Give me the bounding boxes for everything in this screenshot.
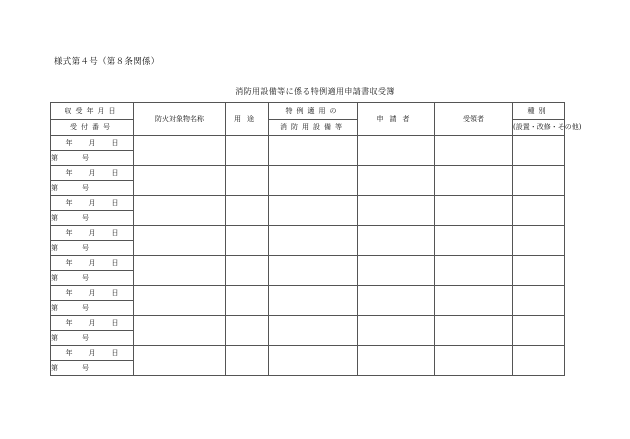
- usage-cell[interactable]: [226, 226, 269, 256]
- number-prefix-label: 第: [51, 274, 58, 282]
- facility-name-cell[interactable]: [134, 346, 226, 376]
- day-label: 日: [111, 349, 119, 357]
- header-category: 種別: [513, 103, 565, 120]
- reception-number-cell[interactable]: [51, 151, 134, 166]
- receiver-cell[interactable]: [435, 226, 513, 256]
- number-suffix-label: 号: [82, 214, 89, 222]
- category-cell[interactable]: [513, 136, 565, 166]
- document-title: 消防用設備等に係る特例適用申請書収受簿: [235, 87, 395, 96]
- header-category-note: (設置・改修・その他): [513, 119, 565, 136]
- receipt-date-cell[interactable]: [51, 136, 134, 151]
- number-prefix-label: 第: [51, 184, 58, 192]
- month-label: 月: [88, 199, 96, 207]
- day-label: 日: [111, 229, 119, 237]
- receiver-cell[interactable]: [435, 286, 513, 316]
- applicant-cell[interactable]: [358, 286, 435, 316]
- receiver-cell[interactable]: [435, 316, 513, 346]
- reception-number-cell[interactable]: [51, 211, 134, 226]
- usage-cell[interactable]: [226, 316, 269, 346]
- month-label: 月: [88, 289, 96, 297]
- header-receiver: 受領者: [435, 103, 513, 136]
- usage-cell[interactable]: [226, 166, 269, 196]
- year-label: 年: [65, 169, 73, 177]
- facility-name-cell[interactable]: [134, 166, 226, 196]
- number-prefix-label: 第: [51, 334, 58, 342]
- register-entry-date-row: [51, 136, 565, 151]
- day-label: 日: [111, 199, 119, 207]
- applicant-cell[interactable]: [358, 346, 435, 376]
- register-entry-date-row: [51, 166, 565, 181]
- number-suffix-label: 号: [82, 304, 89, 312]
- header-facility-name: 防火対象物名称: [134, 103, 226, 136]
- receiver-cell[interactable]: [435, 196, 513, 226]
- facility-name-cell[interactable]: [134, 256, 226, 286]
- number-suffix-label: 号: [82, 154, 89, 162]
- year-label: 年: [65, 199, 73, 207]
- reception-number-cell[interactable]: [51, 331, 134, 346]
- applicant-cell[interactable]: [358, 196, 435, 226]
- number-suffix-label: 号: [82, 274, 89, 282]
- form-number: 様式第４号（第８条関係）: [54, 57, 160, 67]
- receiver-cell[interactable]: [435, 346, 513, 376]
- usage-cell[interactable]: [226, 256, 269, 286]
- applicant-cell[interactable]: [358, 226, 435, 256]
- number-suffix-label: 号: [82, 364, 89, 372]
- header-receipt-date: 収受年月日: [51, 103, 134, 120]
- receipt-date-cell[interactable]: [51, 286, 134, 301]
- register-entry-date-row: [51, 316, 565, 331]
- number-prefix-label: 第: [51, 364, 58, 372]
- equipment-cell[interactable]: [269, 136, 358, 166]
- reception-number-cell[interactable]: [51, 241, 134, 256]
- year-label: 年: [65, 289, 73, 297]
- usage-cell[interactable]: [226, 346, 269, 376]
- equipment-cell[interactable]: [269, 226, 358, 256]
- number-suffix-label: 号: [82, 184, 89, 192]
- register-entry-date-row: [51, 196, 565, 211]
- facility-name-cell[interactable]: [134, 286, 226, 316]
- applicant-cell[interactable]: [358, 256, 435, 286]
- facility-name-cell[interactable]: [134, 226, 226, 256]
- category-cell[interactable]: [513, 316, 565, 346]
- header-applicant: 申請者: [358, 103, 435, 136]
- register-entry-date-row: [51, 346, 565, 361]
- usage-cell[interactable]: [226, 136, 269, 166]
- reception-number-cell[interactable]: [51, 181, 134, 196]
- receipt-date-cell[interactable]: [51, 196, 134, 211]
- month-label: 月: [88, 169, 96, 177]
- receiver-cell[interactable]: [435, 166, 513, 196]
- day-label: 日: [111, 259, 119, 267]
- equipment-cell[interactable]: [269, 286, 358, 316]
- category-cell[interactable]: [513, 256, 565, 286]
- equipment-cell[interactable]: [269, 196, 358, 226]
- receiver-cell[interactable]: [435, 256, 513, 286]
- number-prefix-label: 第: [51, 154, 58, 162]
- category-cell[interactable]: [513, 226, 565, 256]
- day-label: 日: [111, 169, 119, 177]
- number-suffix-label: 号: [82, 244, 89, 252]
- month-label: 月: [88, 319, 96, 327]
- receipt-date-cell[interactable]: [51, 256, 134, 271]
- category-cell[interactable]: [513, 166, 565, 196]
- facility-name-cell[interactable]: [134, 136, 226, 166]
- day-label: 日: [111, 319, 119, 327]
- register-entry-date-row: [51, 226, 565, 241]
- category-cell[interactable]: [513, 346, 565, 376]
- reception-number-cell[interactable]: [51, 361, 134, 376]
- month-label: 月: [88, 139, 96, 147]
- receipt-date-cell[interactable]: [51, 346, 134, 361]
- header-usage: 用途: [226, 103, 269, 136]
- usage-cell[interactable]: [226, 196, 269, 226]
- register-entry-date-row: [51, 286, 565, 301]
- month-label: 月: [88, 229, 96, 237]
- applicant-cell[interactable]: [358, 316, 435, 346]
- header-reception-number: 受付番号: [51, 119, 134, 136]
- year-label: 年: [65, 229, 73, 237]
- category-cell[interactable]: [513, 196, 565, 226]
- equipment-cell[interactable]: [269, 166, 358, 196]
- number-suffix-label: 号: [82, 334, 89, 342]
- applicant-cell[interactable]: [358, 166, 435, 196]
- day-label: 日: [111, 139, 119, 147]
- applicant-cell[interactable]: [358, 136, 435, 166]
- equipment-cell[interactable]: [269, 316, 358, 346]
- year-label: 年: [65, 349, 73, 357]
- receiver-cell[interactable]: [435, 136, 513, 166]
- receipt-date-cell[interactable]: [51, 316, 134, 331]
- reception-number-cell[interactable]: [51, 271, 134, 286]
- month-label: 月: [88, 349, 96, 357]
- year-label: 年: [65, 259, 73, 267]
- receipt-date-cell[interactable]: [51, 166, 134, 181]
- facility-name-cell[interactable]: [134, 316, 226, 346]
- number-prefix-label: 第: [51, 244, 58, 252]
- register-entry-date-row: [51, 256, 565, 271]
- equipment-cell[interactable]: [269, 256, 358, 286]
- number-prefix-label: 第: [51, 214, 58, 222]
- year-label: 年: [65, 319, 73, 327]
- category-cell[interactable]: [513, 286, 565, 316]
- facility-name-cell[interactable]: [134, 196, 226, 226]
- usage-cell[interactable]: [226, 286, 269, 316]
- number-prefix-label: 第: [51, 304, 58, 312]
- day-label: 日: [111, 289, 119, 297]
- receipt-register-table: [50, 102, 582, 376]
- month-label: 月: [88, 259, 96, 267]
- reception-number-cell[interactable]: [51, 301, 134, 316]
- receipt-date-cell[interactable]: [51, 226, 134, 241]
- header-special-application-bottom: 消防用設備等: [269, 119, 358, 136]
- header-special-application-top: 特例適用の: [269, 103, 358, 120]
- equipment-cell[interactable]: [269, 346, 358, 376]
- year-label: 年: [65, 139, 73, 147]
